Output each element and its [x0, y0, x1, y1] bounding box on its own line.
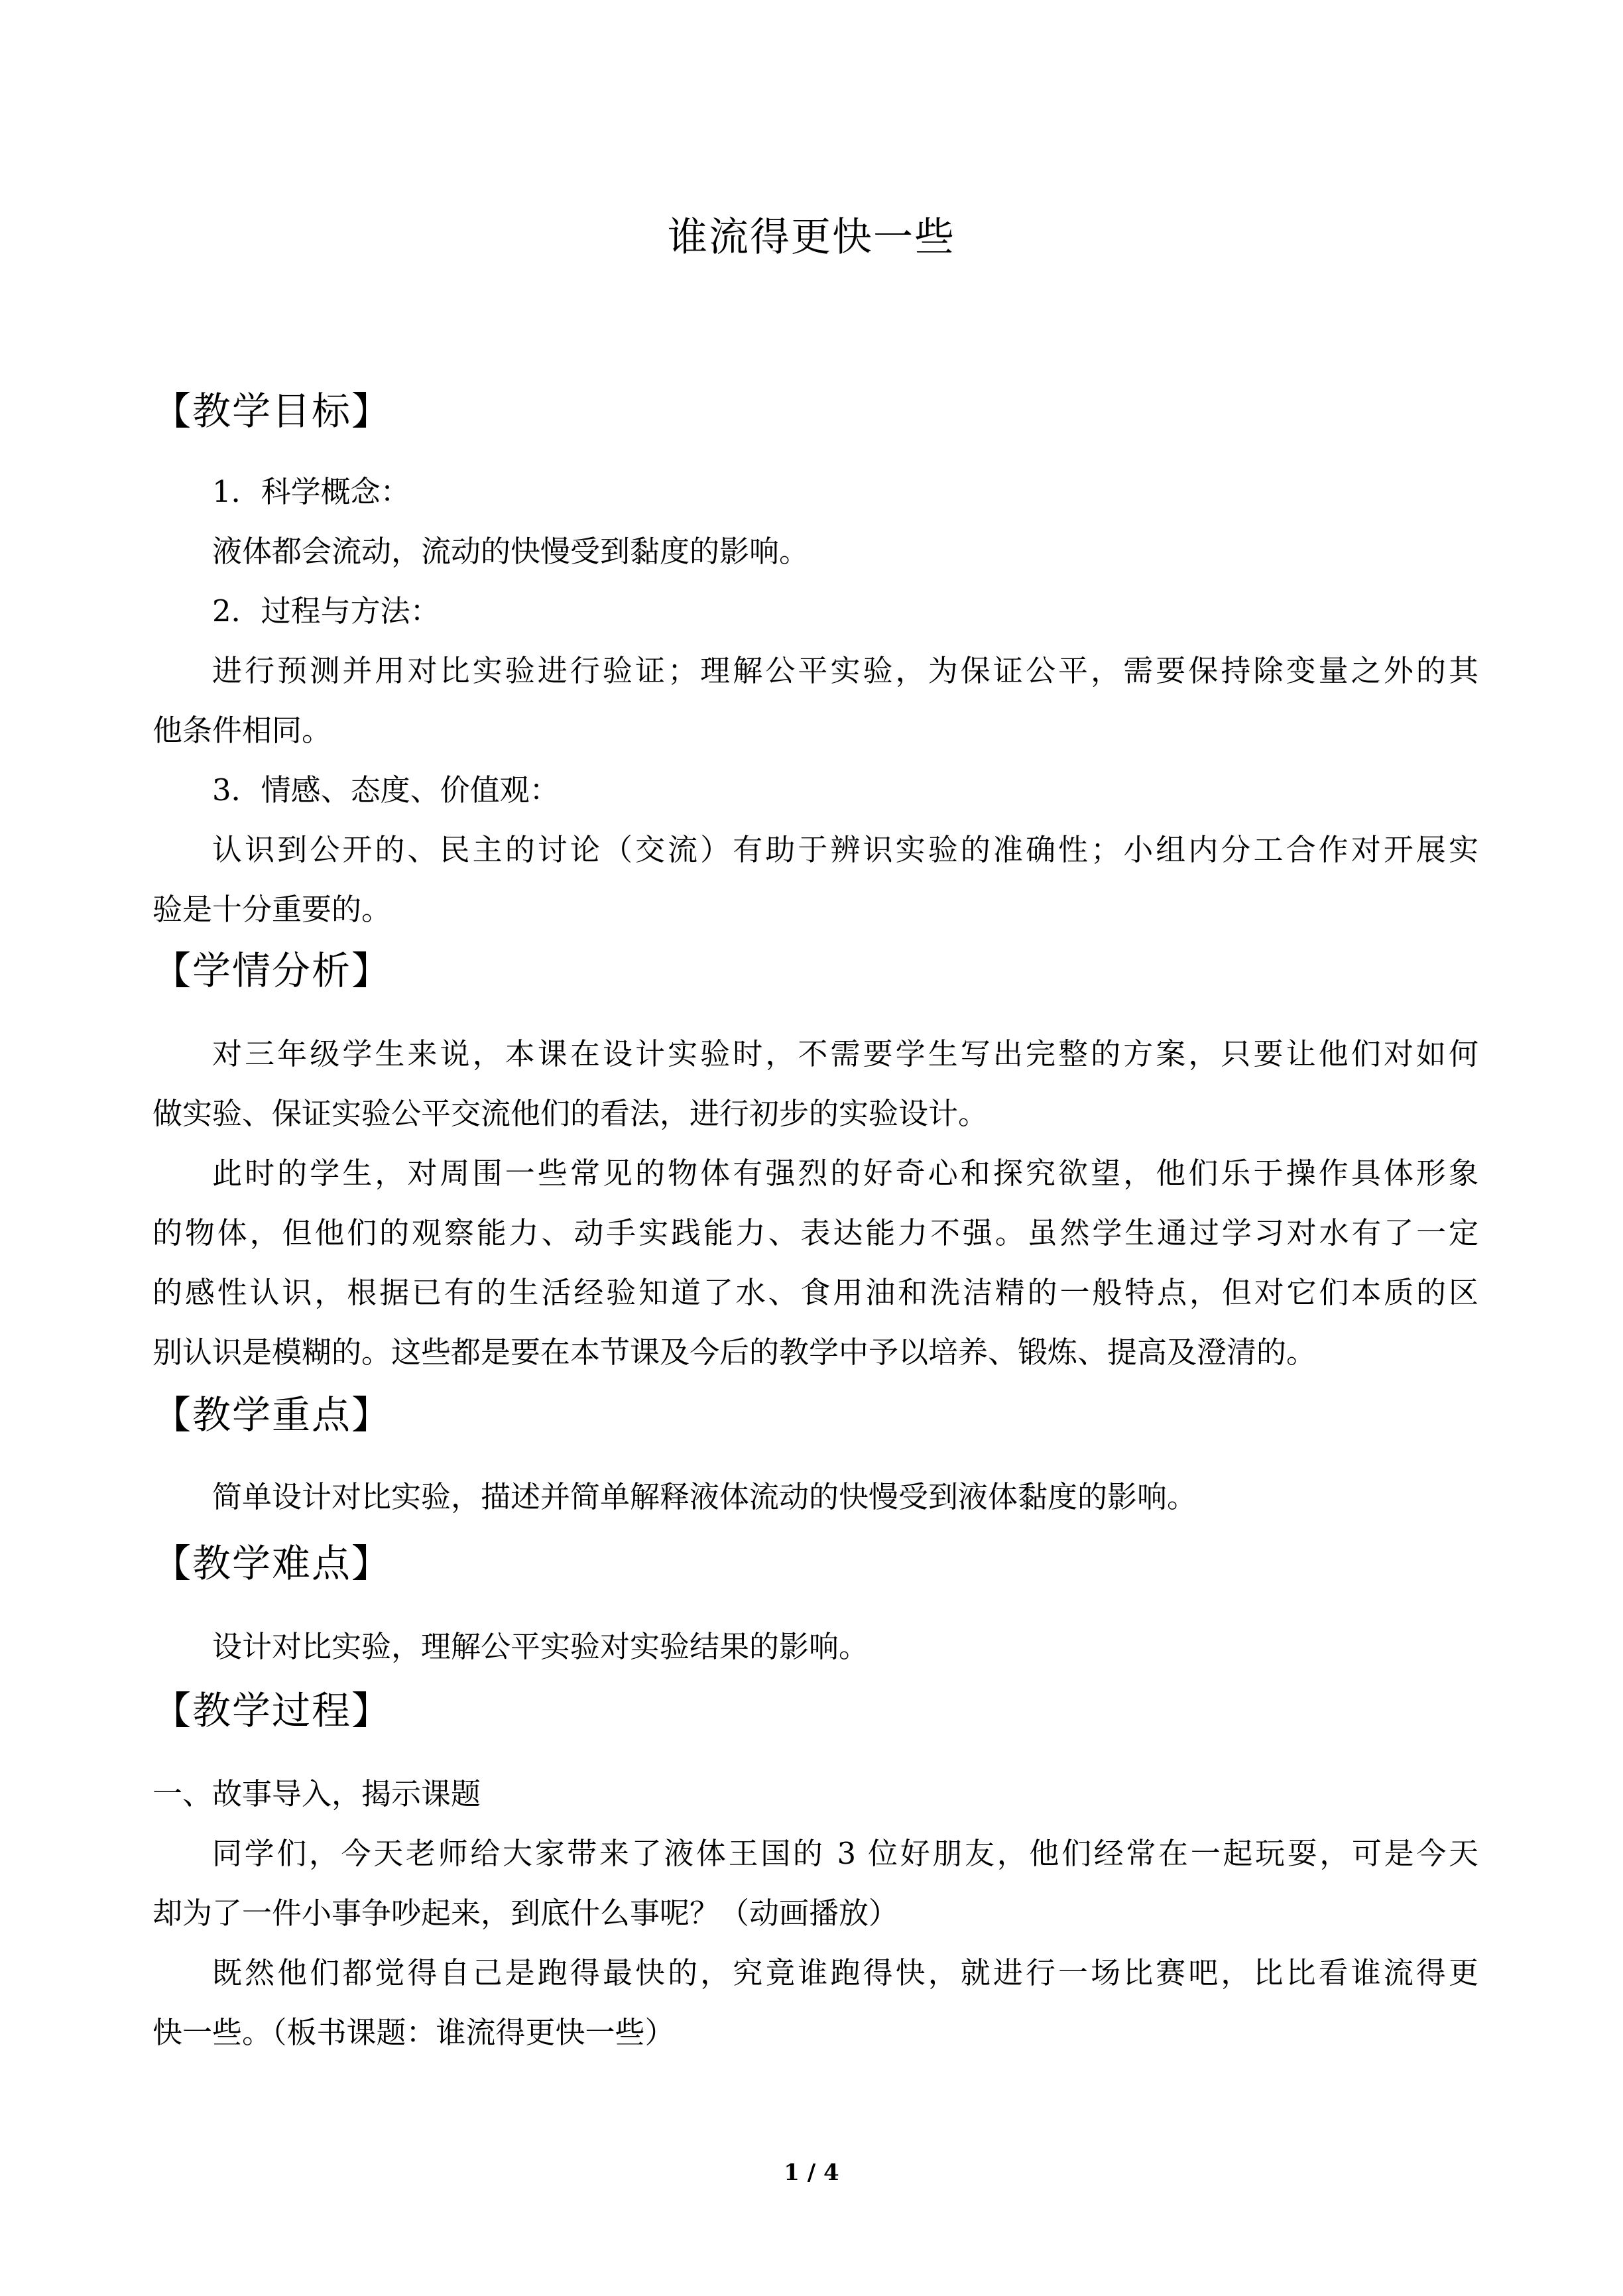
- analysis-p1-line-1: 对三年级学生来说，本课在设计实验时，不需要学生写出完整的方案，只要让他们对如何: [212, 1036, 1478, 1071]
- analysis-p2-line-4: 别认识是模糊的。这些都是要在本节课及今后的教学中予以培养、锻炼、提高及澄清的。: [152, 1335, 1317, 1370]
- section-heading-difficulties: 【教学难点】: [152, 1541, 392, 1586]
- process-step-1-title: 一、故事导入，揭示课题: [152, 1776, 481, 1811]
- key-points-text: 简单设计对比实验，描述并简单解释液体流动的快慢受到液体黏度的影响。: [212, 1479, 1197, 1514]
- process-p1-line-2: 却为了一件小事争吵起来，到底什么事呢？（动画播放）: [152, 1896, 899, 1931]
- objective-3-text-line-1: 认识到公开的、民主的讨论（交流）有助于辨识实验的准确性；小组内分工合作对开展实: [212, 832, 1478, 867]
- difficulties-text: 设计对比实验，理解公平实验对实验结果的影响。: [212, 1629, 869, 1664]
- page-number: 1 / 4: [784, 2159, 839, 2186]
- objective-2-label: 2．过程与方法：: [212, 593, 440, 629]
- process-p2-line-1: 既然他们都觉得自己是跑得最快的，究竟谁跑得快，就进行一场比赛吧，比比看谁流得更: [212, 1955, 1478, 1990]
- analysis-p2-line-2: 的物体，但他们的观察能力、动手实践能力、表达能力不强。虽然学生通过学习对水有了一定: [152, 1215, 1478, 1250]
- objective-1-text: 液体都会流动，流动的快慢受到黏度的影响。: [212, 534, 810, 569]
- document-title: 谁流得更快一些: [668, 214, 955, 261]
- section-heading-process: 【教学过程】: [152, 1688, 392, 1733]
- process-p1-line-1: 同学们，今天老师给大家带来了液体王国的 3 位好朋友，他们经常在一起玩耍，可是今天: [212, 1836, 1478, 1871]
- analysis-p2-line-1: 此时的学生，对周围一些常见的物体有强烈的好奇心和探究欲望，他们乐于操作具体形象: [212, 1156, 1478, 1191]
- section-heading-analysis: 【学情分析】: [152, 948, 392, 993]
- analysis-p2-line-3: 的感性认识，根据已有的生活经验知道了水、食用油和洗洁精的一般特点，但对它们本质的区: [152, 1275, 1478, 1310]
- objective-3-label: 3．情感、态度、价值观：: [212, 772, 560, 808]
- objective-3-text-line-2: 验是十分重要的。: [152, 892, 392, 927]
- objective-2-text-line-2: 他条件相同。: [152, 713, 332, 748]
- section-heading-objectives: 【教学目标】: [152, 389, 392, 434]
- process-p2-line-2: 快一些。（板书课题：谁流得更快一些）: [152, 2015, 675, 2050]
- objective-1-label: 1．科学概念：: [212, 474, 410, 509]
- objective-2-text-line-1: 进行预测并用对比实验进行验证；理解公平实验，为保证公平，需要保持除变量之外的其: [212, 653, 1478, 688]
- section-heading-key-points: 【教学重点】: [152, 1392, 392, 1437]
- analysis-p1-line-2: 做实验、保证实验公平交流他们的看法，进行初步的实验设计。: [152, 1096, 989, 1131]
